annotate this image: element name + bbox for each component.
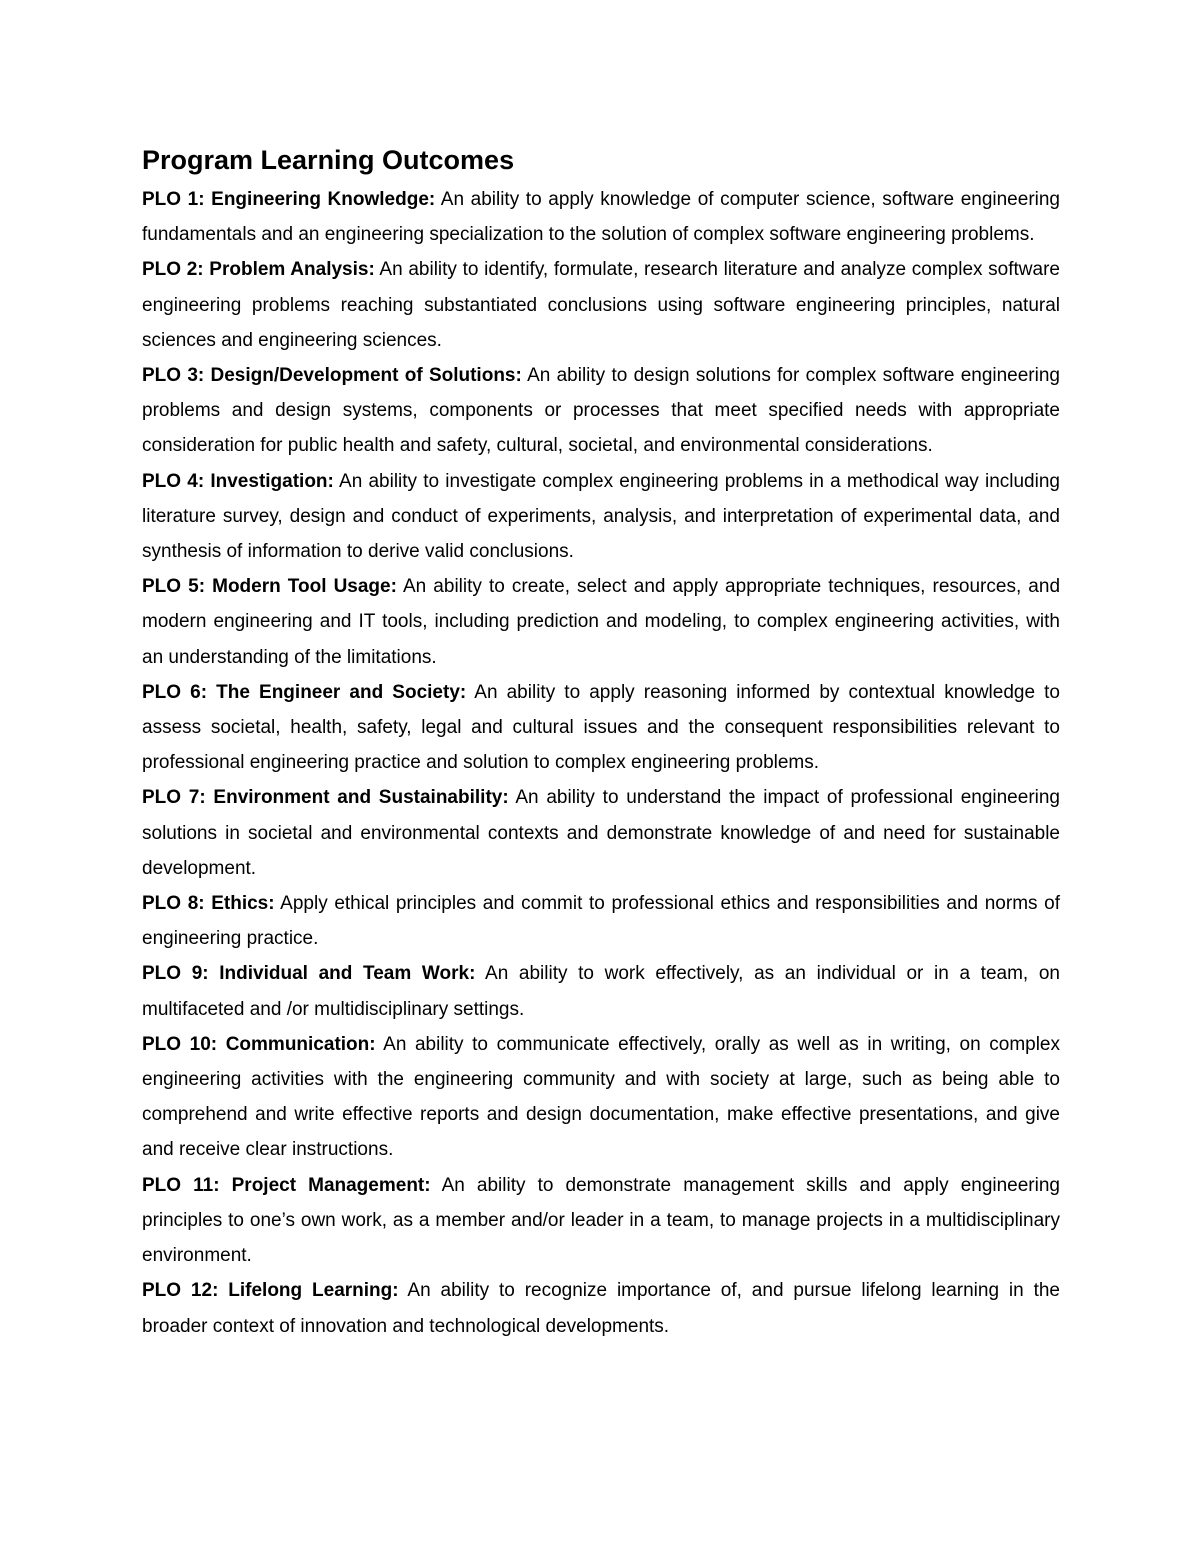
plo-2-label: PLO 2: Problem Analysis: [142,259,375,281]
plo-5-label: PLO 5: Modern Tool Usage: [142,576,397,598]
plo-3-text: An ability to design solutions for complex software engineering problems and design systems, components or processes that meet specified needs with appropriate consideration for public health and safety, cultural, societal, and environmental considerations. [142,365,1060,457]
plo-6-label: PLO 6: The Engineer and Society: [142,681,467,703]
plo-2-text: An ability to identify, formulate, research literature and analyze complex software engineering problems reaching substantiated conclusions using software engineering principles, natural sciences and engineering sciences. [142,259,1060,351]
plo-1-text: An ability to apply knowledge of computer science, software engineering fundamentals and an engineering specialization to the solution of complex software engineering problems. [142,189,1060,246]
plo-4 [142,464,1060,570]
plo-3-label: PLO 3: Design/Development of Solutions: [142,365,522,387]
plo-3 [142,358,1060,464]
plo-12 [142,1273,1060,1343]
plo-5 [142,569,1060,675]
plo-4-label: PLO 4: Investigation: [142,470,334,492]
plo-11 [142,1168,1060,1274]
plo-8-text: Apply ethical principles and commit to professional ethics and responsibilities and norms of engineering practice. [142,893,1061,950]
plo-8-label: PLO 8: Ethics: [142,893,275,915]
page-title: Program Learning Outcomes [142,145,515,175]
plo-9-label: PLO 9: Individual and Team Work: [142,963,476,985]
plo-9-text: An ability to work effectively, as an individual or in a team, on multifaceted and /or multidisciplinary settings. [142,963,1060,1020]
plo-1 [142,182,1060,252]
plo-9 [142,956,1060,1026]
plo-8 [142,886,1060,956]
plo-11-label: PLO 11: Project Management: [142,1174,431,1196]
plo-5-text: An ability to create, select and apply appropriate techniques, resources, and modern engineering and IT tools, including prediction and modeling, to complex engineering activities, with an understanding of the limitations. [142,576,1061,668]
plo-7-text: An ability to understand the impact of professional engineering solutions in societal and environmental contexts and demonstrate knowledge of and need for sustainable development. [142,787,1060,879]
plo-12-label: PLO 12: Lifelong Learning: [142,1280,399,1302]
plo-1-label: PLO 1: Engineering Knowledge: [142,189,436,210]
plo-12-text: An ability to recognize importance of, and pursue lifelong learning in the broader context of innovation and technological developments. [142,1280,1060,1337]
plo-7-label: PLO 7: Environment and Sustainability: [142,787,509,809]
plo-11-text: An ability to demonstrate management skills and apply engineering principles to one’s own work, as a member and/or leader in a team, to manage projects in a multidisciplinary environment. [142,1174,1060,1267]
plo-10 [142,1027,1060,1168]
plo-6-text: An ability to apply reasoning informed by contextual knowledge to assess societal, health, safety, legal and cultural issues and the consequent responsibilities relevant to professional engineering practice and solution to complex engineering problems. [142,681,1060,774]
plo-7 [142,780,1060,886]
document-page [142,143,1060,1344]
plo-4-text: An ability to investigate complex engineering problems in a methodical way including literature survey, design and conduct of experiments, analysis, and interpretation of experimental data, and synthesis of information to derive valid conclusions. [142,470,1060,563]
plo-10-text: An ability to communicate effectively, orally as well as in writing, on complex engineering activities with the engineering community and with society at large, such as being able to comprehend and write effective reports and design documentation, make effective presentations, and give and receive clear instructions. [142,1033,1060,1161]
plo-6 [142,675,1060,781]
plo-2 [142,252,1060,358]
plo-10-label: PLO 10: Communication: [142,1033,376,1055]
